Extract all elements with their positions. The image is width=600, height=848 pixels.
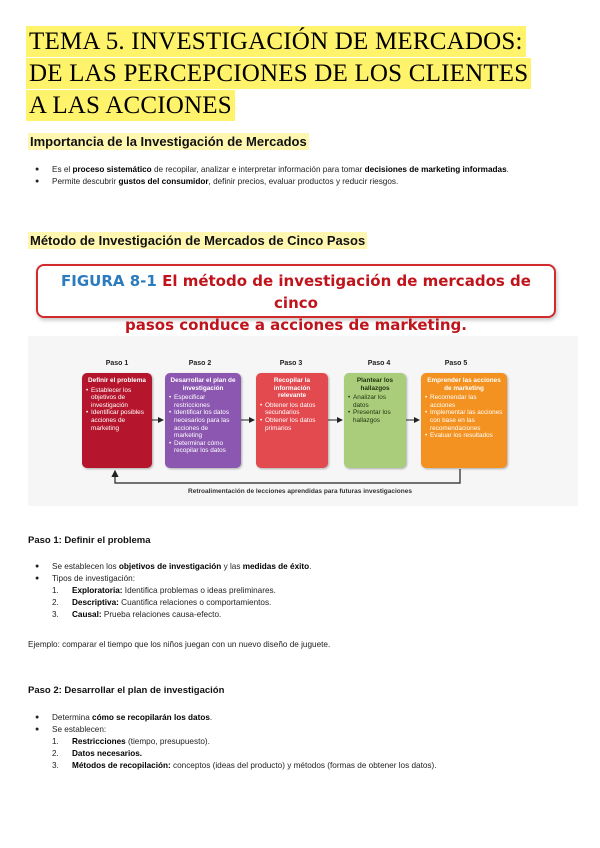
paso1-heading: Paso 1: Definir el problema <box>28 535 151 546</box>
numbered-item: 3. Causal: Prueba relaciones causa-efecto. <box>52 610 222 619</box>
step-label-5: Paso 5 <box>444 360 468 367</box>
bullet-item: ● Determina cómo se recopilarán los datos. <box>32 712 582 724</box>
title-line-1: TEMA 5. INVESTIGACIÓN DE MERCADOS: <box>26 26 526 57</box>
title-line-2: DE LAS PERCEPCIONES DE LOS CLIENTES <box>26 58 531 89</box>
feedback-label: Retroalimentación de lecciones aprendidas para futuras investigaciones <box>188 488 412 495</box>
step-label-1: Paso 1 <box>105 360 129 367</box>
numbered-item: 2. Datos necesarios. <box>52 749 143 758</box>
bullet-item: ● Se establecen: <box>32 724 582 736</box>
step-title: Emprender las acciones de marketing <box>427 377 501 392</box>
step-item: • Analizar los datos <box>348 394 402 409</box>
figure-caption-line1: El método de investigación de mercados de cinco <box>156 272 531 312</box>
title-line-3: A LAS ACCIONES <box>26 90 235 121</box>
step-item: • Implementar las acciones con base en las recomendaciones <box>425 409 503 432</box>
section-heading-text: Método de Investigación de Mercados de Cinco Pasos <box>30 233 366 248</box>
step-title: Recopilar la información relevante <box>273 377 311 400</box>
figure-label: FIGURA 8-1 <box>61 272 157 290</box>
numbered-item: 1. Exploratoria: Identifica problemas o ideas preliminares. <box>52 586 276 595</box>
paso2-bullets <box>32 712 582 772</box>
step-item: • Obtener los datos primarios <box>260 417 324 432</box>
step-label-4: Paso 4 <box>367 360 391 367</box>
paso2-heading: Paso 2: Desarrollar el plan de investigación <box>28 685 225 696</box>
bullet-item: ● Es el proceso sistemático de recopilar, analizar e interpretar información para tomar decisiones de marketing informadas. <box>32 164 582 176</box>
numbered-item: 2. Descriptiva: Cuantifica relaciones o comportamientos. <box>52 598 272 607</box>
step-item: • Especificar restricciones <box>169 394 237 409</box>
section-heading-text: Importancia de la Investigación de Mercados <box>30 134 307 149</box>
numbered-item: 3. Métodos de recopilación: conceptos (ideas del producto) y métodos (formas de obtener los datos). <box>52 761 437 770</box>
step-item: • Obtener los datos secundarios <box>260 402 324 417</box>
step-label-2: Paso 2 <box>188 360 212 367</box>
step-item: • Presentar los hallazgos <box>348 409 402 424</box>
paso1-bullets <box>32 561 582 621</box>
bullet-item: ● Se establecen los objetivos de investigación y las medidas de éxito. <box>32 561 582 573</box>
numbered-item: 1. Restricciones (tiempo, presupuesto). <box>52 737 210 746</box>
step-item: • Recomendar las acciones <box>425 394 503 409</box>
step-title: Desarrollar el plan de investigación <box>170 377 236 392</box>
bullet-item: ● Tipos de investigación: <box>32 573 582 585</box>
step-item: • Evaluar los resultados <box>425 432 503 440</box>
step-label-3: Paso 3 <box>279 360 303 367</box>
step-title: Definir el problema <box>88 377 146 384</box>
step-item: • Establecer los objetivos de investigación <box>86 387 148 410</box>
figure-caption-line2: pasos conduce a acciones de marketing. <box>125 316 467 334</box>
step-item: • Identificar los datos necesarios para las acciones de marketing <box>169 409 237 439</box>
paso1-example: Ejemplo: comparar el tiempo que los niños juegan con un nuevo diseño de juguete. <box>28 640 331 649</box>
feedback-loop <box>115 469 460 483</box>
bullet-item: ● Permite descubrir gustos del consumidor, definir precios, evaluar productos y reducir riesgos. <box>32 176 582 188</box>
step-title: Plantear los hallazgos <box>356 377 394 392</box>
step-item: • Determinar cómo recopilar los datos <box>169 440 237 455</box>
step-item: • Identificar posibles acciones de marketing <box>86 409 148 432</box>
